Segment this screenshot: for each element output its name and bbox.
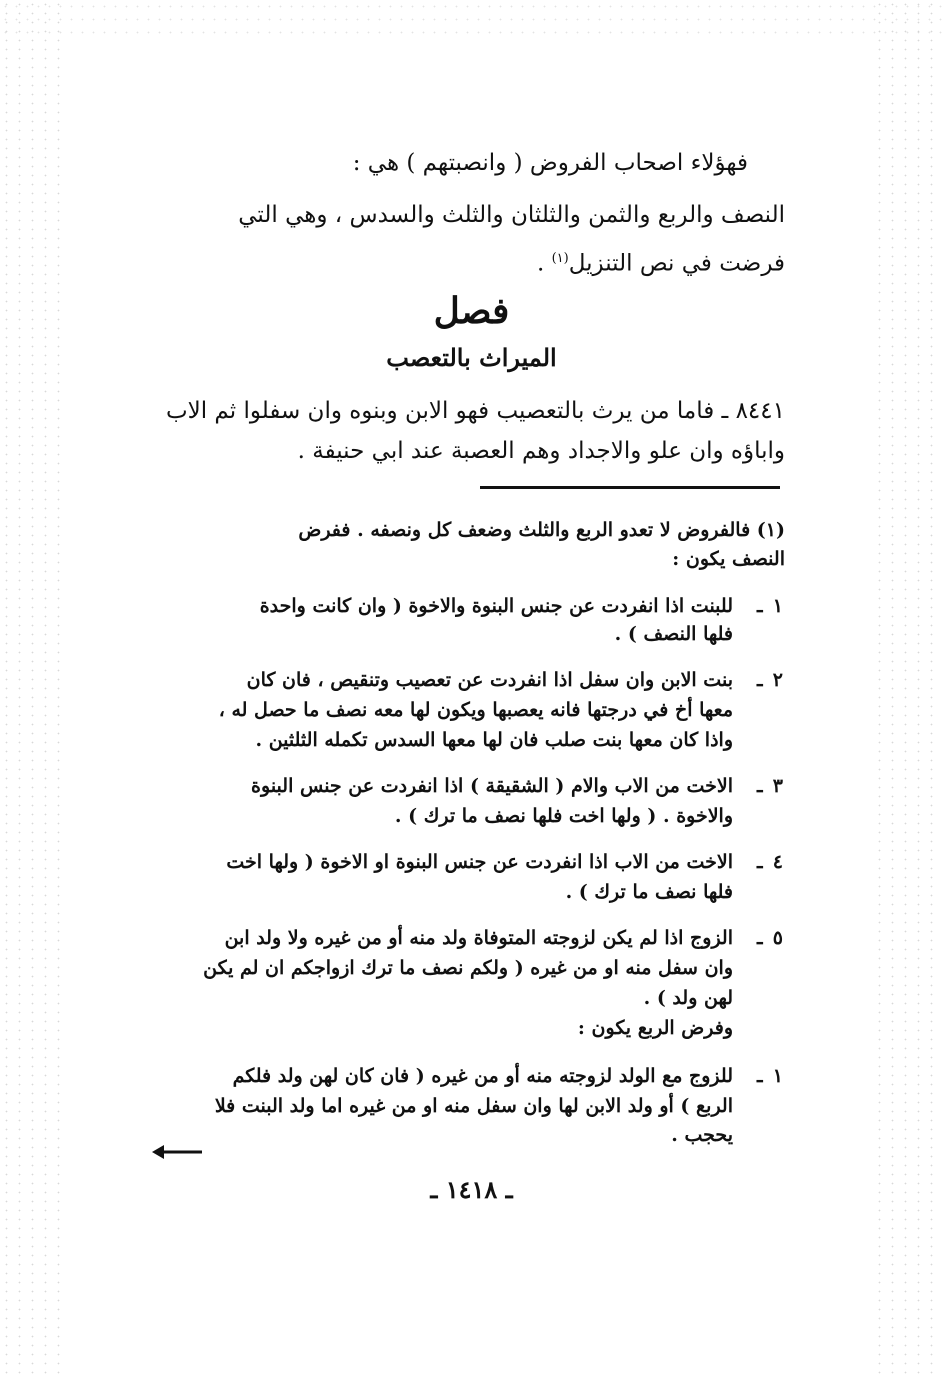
footnote-intro-line-2: النصف يكون :: [672, 548, 785, 570]
half-item-4-line-1: الاخت من الاب اذا انفردت عن جنس البنوة او الاخوة ( ولها اخت: [226, 851, 733, 873]
half-item-3-number: ٣: [772, 775, 783, 797]
quarter-item-1-line-3: يحجب .: [671, 1124, 733, 1146]
footnote-reference[interactable]: (١): [551, 251, 569, 266]
quarter-intro: وفرض الربع يكون :: [577, 1017, 733, 1039]
section-title: فصل: [433, 290, 510, 332]
half-item-4-line-2: فلها نصف ما ترك ) .: [565, 881, 733, 903]
footnote-intro-line-1: (١) فالفروض لا تعدو الربع والثلث وضعف كل ونصفه . ففرض: [298, 519, 785, 541]
intro-line-2: النصف والربع والثمن والثلثان والثلث والسدس ، وهي التي: [238, 202, 785, 228]
half-item-5-line-2: وان سفل منه او من غيره ( ولكم نصف ما ترك ازواجكم ان لم يكن: [203, 957, 733, 979]
scan-dot-texture-top: [0, 0, 943, 40]
half-item-1-line-2: فلها النصف ) .: [614, 623, 733, 645]
half-item-2-number: ٢: [772, 669, 783, 691]
half-item-5-line-3: لهن ولد ) .: [643, 987, 733, 1009]
intro-line-3-text: فرضت في نص التنزيل: [568, 250, 785, 277]
half-item-1-dash: ـ: [757, 595, 763, 617]
paragraph-line-1: ٨٤٤١ ـ فاما من يرث بالتعصيب فهو الابن وبنوه وان سفلوا ثم الاب: [165, 398, 785, 424]
arrow-left-icon: [150, 1140, 204, 1164]
half-item-2-line-3: واذا كان معها بنت صلب فان لها معها السدس تكمله الثلثين .: [255, 729, 733, 751]
half-item-1-line-1: للبنت اذا انفردت عن جنس البنوة والاخوة ( وان كانت واحدة: [259, 595, 733, 617]
paragraph-line-2: واباؤه وان علو والاجداد وهم العصبة عند ابي حنيفة .: [297, 438, 785, 464]
half-item-5-dash: ـ: [757, 927, 763, 949]
scan-dot-texture-right: [873, 0, 943, 1377]
half-item-2-line-2: معها أخ في درجتها فانه يعصبها ويكون لها معه نصف ما حصل له ،: [218, 699, 733, 721]
quarter-item-1-line-1: للزوج مع الولد لزوجته منه أو من غيره ( فان كان لهن ولد فلكم: [232, 1065, 733, 1087]
half-item-3-line-1: الاخت من الاب والام ( الشقيقة ) اذا انفردت عن جنس البنوة: [251, 775, 733, 797]
half-item-2-line-1: بنت الابن وان سفل اذا انفردت عن تعصيب وتنقيص ، فان كان: [246, 669, 733, 691]
intro-line-3: [145, 242, 785, 281]
page-number: ـ ١٤١٨ ـ: [430, 1175, 513, 1204]
quarter-item-1-number: ١: [772, 1065, 783, 1087]
intro-line-3-end: .: [536, 250, 552, 277]
section-subtitle: الميراث بالتعصب: [386, 343, 557, 372]
half-item-2-dash: ـ: [757, 669, 763, 691]
footnote-separator: [480, 486, 780, 489]
half-item-3-dash: ـ: [757, 775, 763, 797]
half-item-4-number: ٤: [772, 851, 783, 873]
half-item-3-line-2: والاخوة . ( ولها اخت فلها نصف ما ترك ) .: [394, 805, 733, 827]
intro-line-1: فهؤلاء اصحاب الفروض ( وانصبتهم ) هي :: [352, 150, 748, 176]
scan-dot-texture-left: [0, 0, 70, 1377]
half-item-5-line-1: الزوج اذا لم يكن لزوجته المتوفاة ولد منه أو من غيره ولا ولد ابن: [224, 927, 733, 949]
half-item-5-number: ٥: [772, 927, 783, 949]
quarter-item-1-line-2: الربع ) أو ولد الابن لها وان سفل منه او من غيره اما ولد البنت فلا: [214, 1095, 733, 1117]
quarter-item-1-dash: ـ: [757, 1065, 763, 1087]
half-item-4-dash: ـ: [757, 851, 763, 873]
half-item-1-number: ١: [772, 595, 783, 617]
